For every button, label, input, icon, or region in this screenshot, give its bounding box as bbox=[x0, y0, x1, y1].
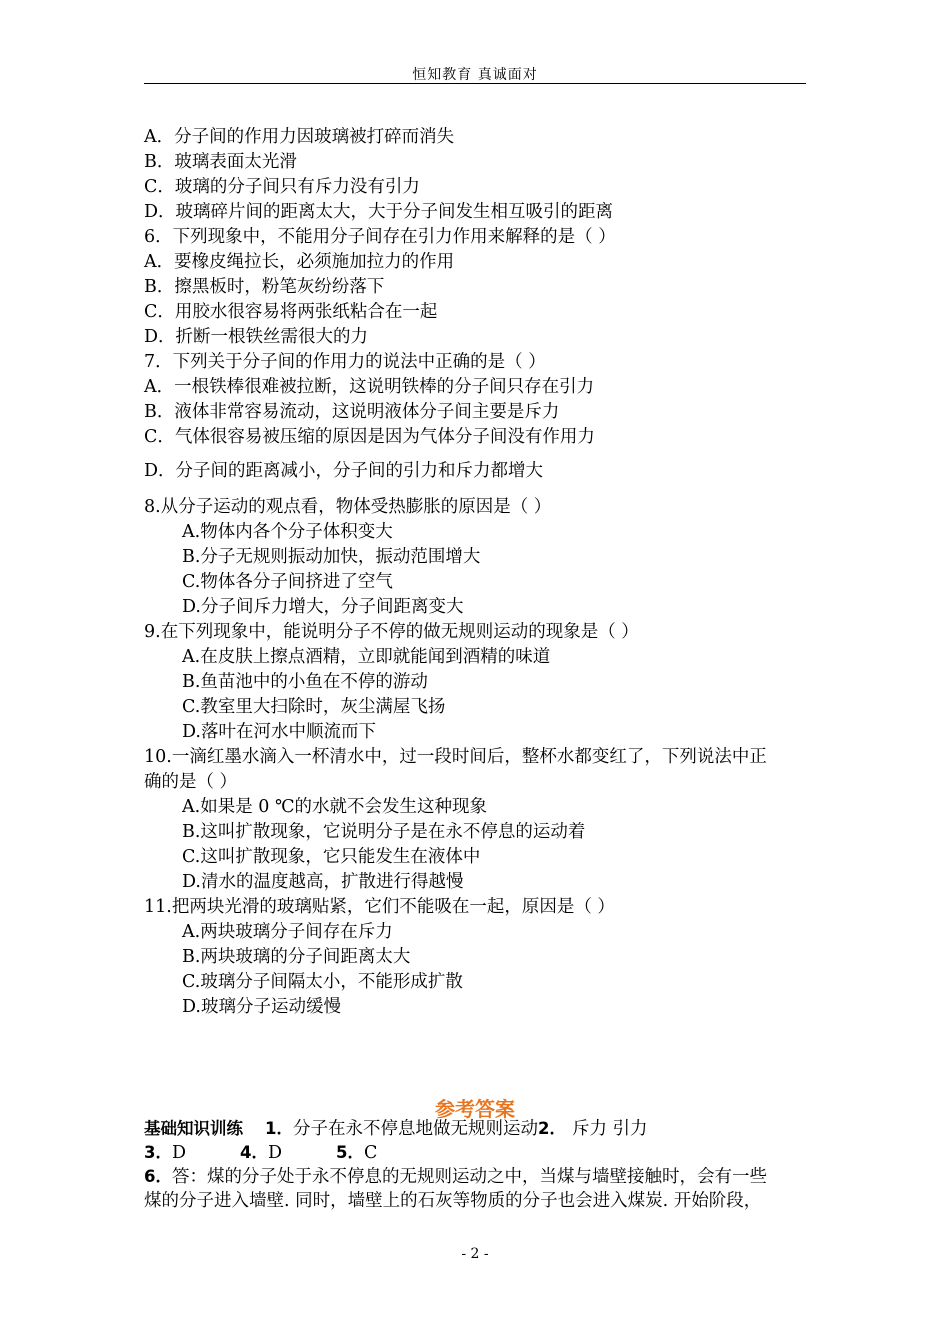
option-line: A．分子间的作用力因玻璃被打碎而消失 bbox=[144, 127, 455, 147]
option-line: D.落叶在河水中顺流而下 bbox=[182, 722, 376, 742]
answer-line-4: 煤的分子进入墙壁. 同时，墙壁上的石灰等物质的分子也会进入煤炭. 开始阶段， bbox=[144, 1191, 762, 1211]
page-header: 恒知教育 真诚面对 bbox=[412, 67, 538, 83]
option-line: C．用胶水很容易将两张纸粘合在一起 bbox=[144, 302, 438, 322]
option-line: A.如果是 0 ℃的水就不会发生这种现象 bbox=[182, 797, 488, 817]
question-content bbox=[144, 125, 808, 1020]
answer-text: D bbox=[268, 1143, 283, 1163]
answer-text: 答：煤的分子处于永不停息的无规则运动之中，当煤与墙壁接触时，会有一些 bbox=[171, 1167, 767, 1187]
option-line: D．折断一根铁丝需很大的力 bbox=[144, 327, 369, 347]
option-line: D．玻璃碎片间的距离太大，大于分子间发生相互吸引的距离 bbox=[144, 202, 614, 222]
question-11: 11.把两块光滑的玻璃贴紧，它们不能吸在一起，原因是（ ） bbox=[144, 897, 615, 917]
option-line: D.分子间斥力增大，分子间距离变大 bbox=[182, 597, 464, 617]
option-line: A.物体内各个分子体积变大 bbox=[182, 522, 393, 542]
option-line: D.清水的温度越高，扩散进行得越慢 bbox=[182, 872, 464, 892]
option-line: C.这叫扩散现象，它只能发生在液体中 bbox=[182, 847, 481, 867]
answer-line-2 bbox=[144, 1141, 810, 1165]
question-6: 6．下列现象中，不能用分子间存在引力作用来解释的是（ ） bbox=[144, 227, 616, 247]
option-line: A.两块玻璃分子间存在斥力 bbox=[182, 922, 393, 942]
answer-number: 1． bbox=[265, 1119, 293, 1138]
answer-text: D bbox=[171, 1143, 187, 1163]
question-7: 7．下列关于分子间的作用力的说法中正确的是（ ） bbox=[144, 352, 546, 372]
answer-text: 斥力 引力 bbox=[571, 1119, 648, 1139]
answer-title: 参考答案 bbox=[435, 1097, 515, 1121]
option-line: C.教室里大扫除时，灰尘满屋飞扬 bbox=[182, 697, 446, 717]
option-line: A.在皮肤上擦点酒精，立即就能闻到酒精的味道 bbox=[182, 647, 551, 667]
option-line: D．分子间的距离减小，分子间的引力和斥力都增大 bbox=[144, 461, 544, 481]
page-number: - 2 - bbox=[461, 1246, 489, 1262]
answer-number: 3． bbox=[144, 1143, 172, 1162]
option-line: B.鱼苗池中的小鱼在不停的游动 bbox=[182, 672, 428, 692]
answer-number: 6． bbox=[144, 1167, 172, 1186]
question-8: 8.从分子运动的观点看，物体受热膨胀的原因是（ ） bbox=[144, 497, 552, 517]
answer-number: 4． bbox=[240, 1143, 268, 1162]
answer-line-1 bbox=[144, 1117, 810, 1141]
option-line: B．擦黑板时，粉笔灰纷纷落下 bbox=[144, 277, 385, 297]
answer-line-3 bbox=[144, 1165, 810, 1189]
question-10: 10.一滴红墨水滴入一杯清水中，过一段时间后，整杯水都变红了，下列说法中正 bbox=[144, 747, 767, 767]
option-line: B.分子无规则振动加快，振动范围增大 bbox=[182, 547, 481, 567]
option-line: A．要橡皮绳拉长，必须施加拉力的作用 bbox=[144, 252, 455, 272]
option-line: C.物体各分子间挤进了空气 bbox=[182, 572, 393, 592]
option-line: A．一根铁棒很难被拉断，这说明铁棒的分子间只存在引力 bbox=[144, 377, 595, 397]
answer-number: 5． bbox=[336, 1143, 365, 1162]
option-line: B.这叫扩散现象，它说明分子是在永不停息的运动着 bbox=[182, 822, 586, 842]
option-line: B．玻璃表面太光滑 bbox=[144, 152, 297, 172]
header-rule bbox=[144, 83, 806, 84]
option-line: C.玻璃分子间隔太小，不能形成扩散 bbox=[182, 972, 463, 992]
question-10-cont: 确的是（ ） bbox=[144, 772, 238, 792]
question-9: 9.在下列现象中，能说明分子不停的做无规则运动的现象是（ ） bbox=[144, 622, 639, 642]
answer-text: C bbox=[364, 1143, 378, 1163]
option-line: D.玻璃分子运动缓慢 bbox=[182, 997, 341, 1017]
option-line: C．气体很容易被压缩的原因是因为气体分子间没有作用力 bbox=[144, 427, 595, 447]
option-line: B．液体非常容易流动，这说明液体分子间主要是斥力 bbox=[144, 402, 560, 422]
option-line: B.两块玻璃的分子间距离太大 bbox=[182, 947, 411, 967]
answer-text: 分子在永不停息地做无规则运动 bbox=[292, 1119, 538, 1139]
answer-section bbox=[144, 1117, 810, 1213]
answer-section-label: 基础知识训练 bbox=[144, 1119, 243, 1138]
answer-number: 2． bbox=[537, 1119, 566, 1138]
option-line: C．玻璃的分子间只有斥力没有引力 bbox=[144, 177, 420, 197]
